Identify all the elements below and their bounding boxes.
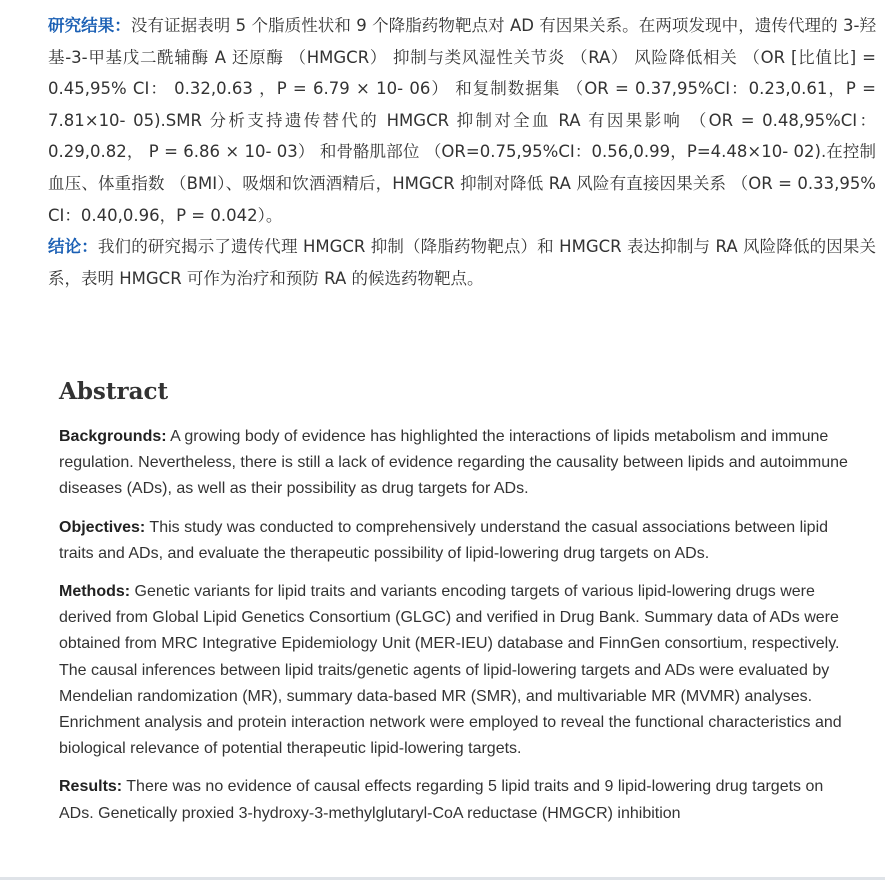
methods-text: Genetic variants for lipid traits and variants encoding targets of various lipid-lowering drugs were derived from Global Lipid Genetics Consortium (GLGC) and verified in Drug Bank. Summary data of ADs were obtained from MRC Integrative Epidemiology Unit (MER-IEU) database and FinnGen consortium, respectively. The causal inferences between lipid traits/genetic agents of lipid-lowering targets and ADs were evaluated by Mendelian randomization (MR), summary data-based MR (SMR), and multivariable MR (MVMR) analyses. Enrichment analysis and protein interaction network were employed to reveal the functional characteristics and biological relevance of potential therapeutic lipid-lowering targets.	[59, 583, 842, 758]
chinese-results-paragraph	[48, 10, 876, 231]
chinese-results-text: 没有证据表明 5 个脂质性状和 9 个降脂药物靶点对 AD 有因果关系。在两项发现中，遗传代理的 3-羟基-3-甲基戊二酰辅酶 A 还原酶 （HMGCR） 抑制与类风湿性关节炎 （RA） 风险降低相关 （OR [比值比] = 0.45,95% CI： 0.32,0.63 ，P = 6.79 × 10- 06） 和复制数据集 （OR = 0.37,95%CI：0.23,0.61，P = 7.81×10- 05).SMR 分析支持遗传替代的 HMGCR 抑制对全血 RA 有因果影响 （OR = 0.48,95%CI： 0.29,0.82， P = 6.86 × 10- 03） 和骨骼肌部位 （OR=0.75,95%CI：0.56,0.99，P=4.48×10- 02).在控制血压、体重指数 （BMI）、吸烟和饮酒酒精后，HMGCR 抑制对降低 RA 风险有直接因果关系 （OR = 0.33,95% CI：0.40,0.96，P = 0.042）。	[48, 16, 877, 225]
methods-paragraph	[59, 579, 849, 762]
chinese-conclusion-label: 结论：	[48, 237, 98, 257]
results-label: Results:	[59, 778, 123, 796]
backgrounds-paragraph	[59, 424, 849, 503]
methods-label: Methods:	[59, 583, 131, 601]
chinese-abstract	[48, 10, 876, 294]
chinese-conclusion-text: 我们的研究揭示了遗传代理 HMGCR 抑制（降脂药物靶点）和 HMGCR 表达抑制与 RA 风险降低的因果关系，表明 HMGCR 可作为治疗和预防 RA 的候选药物靶点。	[48, 237, 876, 288]
english-abstract	[59, 374, 849, 839]
abstract-heading: Abstract	[59, 378, 169, 405]
objectives-text: This study was conducted to comprehensively understand the casual associations between lipid traits and ADs, and evaluate the therapeutic possibility of lipid-lowering drug targets on ADs.	[59, 518, 829, 562]
objectives-label: Objectives:	[59, 518, 146, 536]
chinese-results-label: 研究结果：	[48, 16, 131, 35]
objectives-paragraph	[59, 515, 849, 567]
results-paragraph	[59, 774, 849, 826]
results-text: There was no evidence of causal effects regarding 5 lipid traits and 9 lipid-lowering drug targets on ADs. Genetically proxied 3-hydroxy-3-methylglutaryl-CoA reductase (HMGCR) inhibition	[59, 778, 824, 822]
chinese-conclusion-paragraph	[48, 231, 876, 294]
backgrounds-label: Backgrounds:	[59, 428, 167, 445]
backgrounds-text: A growing body of evidence has highlighted the interactions of lipids metabolism and immune regulation. Nevertheless, there is still a lack of evidence regarding the causality between lipids and autoimmune diseases (ADs), as well as their possibility as drug targets for ADs.	[59, 428, 848, 498]
